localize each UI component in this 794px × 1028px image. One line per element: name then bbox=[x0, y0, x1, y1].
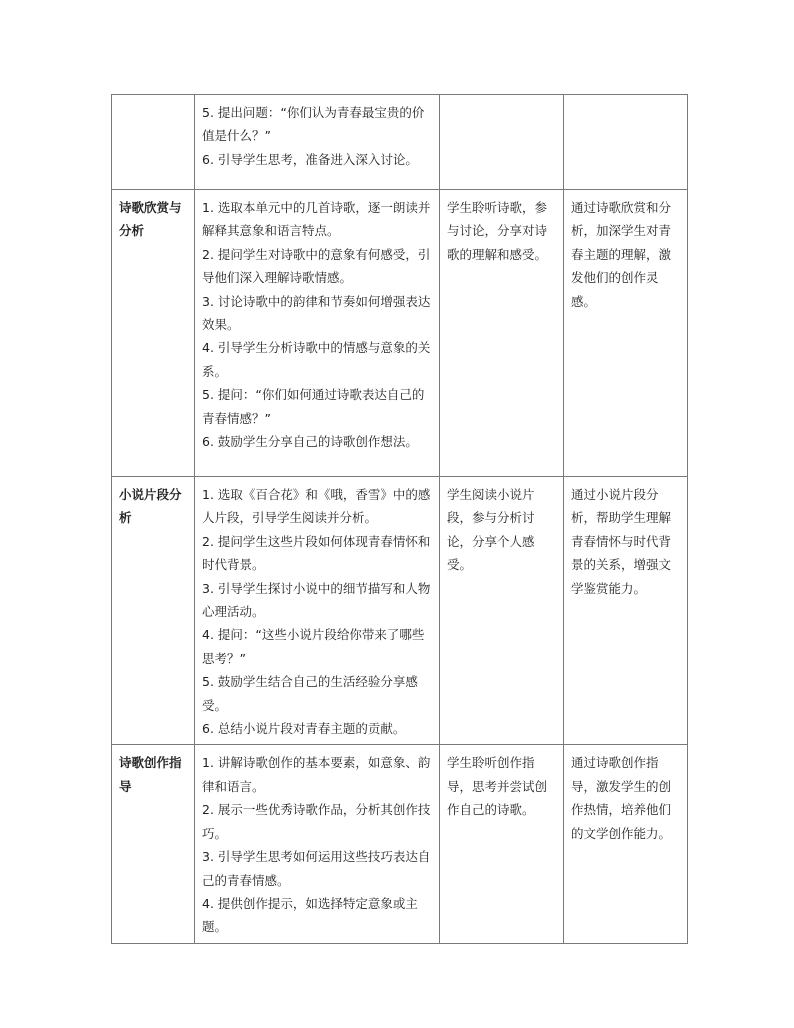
teacher-activity-cell bbox=[195, 745, 440, 943]
stage-cell bbox=[112, 95, 195, 190]
step-text: 2. 展示一些优秀诗歌作品，分析其创作技巧。 bbox=[202, 802, 431, 841]
step-text: 6. 总结小说片段对青春主题的贡献。 bbox=[202, 721, 406, 737]
table-row bbox=[112, 745, 688, 943]
step-text: 6. 引导学生思考，准备进入深入讨论。 bbox=[202, 151, 418, 167]
design-purpose-cell: 通过诗歌创作指导，激发学生的创作热情，培养他们的文学创作能力。 bbox=[564, 745, 688, 943]
lesson-plan-table bbox=[111, 94, 688, 944]
teacher-activity-cell bbox=[195, 477, 440, 745]
design-purpose-cell: 通过小说片段分析，帮助学生理解青春情怀与时代背景的关系，增强文学鉴赏能力。 bbox=[564, 477, 688, 745]
teacher-activity-cell bbox=[195, 95, 440, 190]
step-text: 5. 提问：“你们如何通过诗歌表达自己的青春情感？” bbox=[202, 387, 425, 426]
student-activity-cell: 学生聆听诗歌，参与讨论，分享对诗歌的理解和感受。 bbox=[440, 190, 564, 477]
stage-cell: 诗歌创作指导 bbox=[112, 745, 195, 943]
step-text: 4. 引导学生分析诗歌中的情感与意象的关系。 bbox=[202, 340, 431, 379]
step-text: 3. 讨论诗歌中的韵律和节奏如何增强表达效果。 bbox=[202, 293, 431, 333]
step-text: 4. 提供创作提示，如选择特定意象或主题。 bbox=[202, 895, 418, 935]
student-activity-cell bbox=[440, 95, 564, 190]
stage-cell: 小说片段分析 bbox=[112, 477, 195, 745]
table-row bbox=[112, 95, 688, 190]
step-text: 5. 鼓励学生结合自己的生活经验分享感受。 bbox=[202, 674, 418, 713]
step-text: 3. 引导学生思考如何运用这些技巧表达自己的青春情感。 bbox=[202, 849, 431, 888]
step-text: 6. 鼓励学生分享自己的诗歌创作想法。 bbox=[202, 434, 418, 450]
teacher-activity-cell bbox=[195, 190, 440, 477]
student-activity-cell: 学生阅读小说片段，参与分析讨论，分享个人感受。 bbox=[440, 477, 564, 745]
student-activity-cell: 学生聆听创作指导，思考并尝试创作自己的诗歌。 bbox=[440, 745, 564, 943]
table-row bbox=[112, 190, 688, 477]
step-text: 5. 提出问题：“你们认为青春最宝贵的价值是什么？” bbox=[202, 105, 425, 144]
design-purpose-cell: 通过诗歌欣赏和分析，加深学生对青春主题的理解，激发他们的创作灵感。 bbox=[564, 190, 688, 477]
step-text: 4. 提问：“这些小说片段给你带来了哪些思考？” bbox=[202, 627, 425, 666]
step-text: 1. 选取本单元中的几首诗歌，逐一朗读并解释其意象和语言特点。 bbox=[202, 200, 431, 239]
table-row bbox=[112, 477, 688, 745]
step-text: 2. 提问学生这些片段如何体现青春情怀和时代背景。 bbox=[202, 533, 431, 573]
step-text: 2. 提问学生对诗歌中的意象有何感受，引导他们深入理解诗歌情感。 bbox=[202, 246, 431, 286]
stage-cell: 诗歌欣赏与分析 bbox=[112, 190, 195, 477]
design-purpose-cell bbox=[564, 95, 688, 190]
step-text: 1. 讲解诗歌创作的基本要素，如意象、韵律和语言。 bbox=[202, 755, 431, 794]
step-text: 3. 引导学生探讨小说中的细节描写和人物心理活动。 bbox=[202, 580, 431, 620]
step-text: 1. 选取《百合花》和《哦，香雪》中的感人片段，引导学生阅读并分析。 bbox=[202, 487, 431, 526]
